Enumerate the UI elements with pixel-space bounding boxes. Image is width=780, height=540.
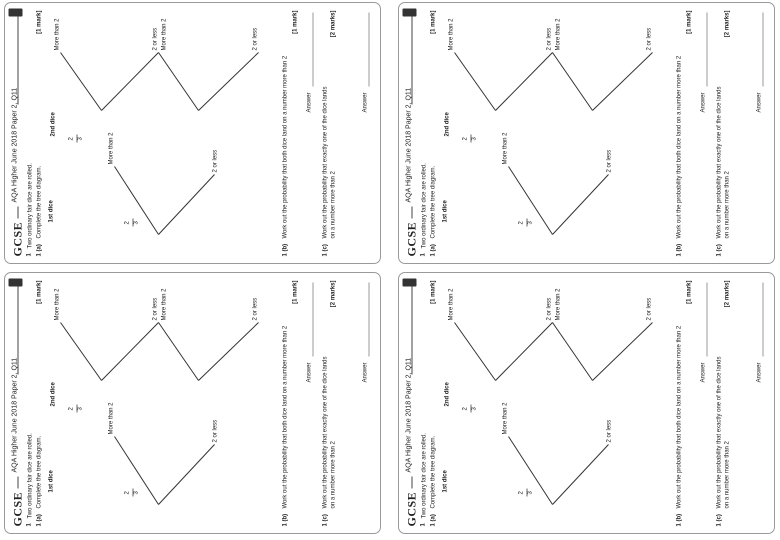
worksheet-page [6, 274, 379, 532]
part-c-answer-label: Answer [362, 91, 368, 112]
part-a-label: 1 (a) [430, 513, 436, 526]
branch-upper-less [101, 322, 158, 380]
part-c-label: 1 (c) [322, 513, 328, 526]
second-dice-label: 2nd dice [444, 111, 450, 136]
worksheet-page [400, 4, 773, 262]
outcome-first-more: More than 2 [502, 131, 508, 164]
part-c-marks: [2 marks] [330, 280, 336, 307]
fraction-second-den: 3 [77, 136, 83, 140]
part-c-answer-line[interactable] [368, 12, 369, 86]
part-c-text-2: on a number more than 2 [724, 170, 730, 238]
part-a-marks: [1 mark] [430, 10, 436, 34]
gcse-logo: GCSE [404, 491, 418, 526]
branch-first-less [552, 174, 608, 234]
outcome-upper-less: 2 or less [546, 297, 552, 320]
outcome-lower-less: 2 or less [252, 27, 258, 50]
branch-upper-more [454, 322, 495, 380]
part-c-answer-line[interactable] [368, 282, 369, 356]
fraction-first-num: 2 [124, 490, 130, 494]
part-b-text: Work out the probability that both dice land on a number more than 2 [282, 55, 288, 238]
fraction-second-num: 2 [68, 136, 74, 140]
part-c-label: 1 (c) [716, 513, 722, 526]
outcome-upper-less: 2 or less [152, 297, 158, 320]
outcome-lower-more: More than 2 [555, 287, 561, 320]
outcome-first-less: 2 or less [212, 149, 218, 172]
part-b-label: 1 (b) [282, 243, 288, 256]
question-number: 1 [420, 522, 426, 526]
part-b-answer-label: Answer [306, 361, 312, 382]
worksheet-card [398, 2, 775, 264]
branch-upper-more [60, 322, 101, 380]
fraction-first-den: 3 [133, 490, 139, 494]
outcome-lower-more: More than 2 [555, 17, 561, 50]
fraction-first-num: 2 [518, 220, 524, 224]
branch-upper-less [101, 52, 158, 110]
part-b-text: Work out the probability that both dice land on a number more than 2 [676, 55, 682, 238]
part-c-text-2: on a number more than 2 [330, 440, 336, 508]
header-title: AQA Higher June 2018 Paper 2, Q11 [11, 357, 18, 472]
part-a-text: Complete the tree diagram. [430, 435, 436, 508]
part-a-text: Complete the tree diagram. [430, 165, 436, 238]
fraction-second-den: 3 [77, 406, 83, 410]
fraction-second-num: 2 [462, 136, 468, 140]
part-c-label: 1 (c) [716, 243, 722, 256]
branch-first-less [158, 444, 214, 504]
part-c-answer-line[interactable] [762, 282, 763, 356]
gcse-logo: GCSE [10, 221, 24, 256]
fraction-second-num: 2 [462, 406, 468, 410]
part-a-label: 1 (a) [430, 243, 436, 256]
outcome-first-less: 2 or less [606, 419, 612, 442]
part-b-text: Work out the probability that both dice land on a number more than 2 [282, 325, 288, 508]
branch-upper-more [60, 52, 101, 110]
second-dice-label: 2nd dice [50, 381, 56, 406]
part-c-label: 1 (c) [322, 243, 328, 256]
part-b-text: Work out the probability that both dice land on a number more than 2 [676, 325, 682, 508]
fraction-second-den: 3 [471, 136, 477, 140]
fraction-first-num: 2 [518, 490, 524, 494]
worksheet-page [400, 274, 773, 532]
question-intro: Two ordinary fair dice are rolled. [421, 432, 427, 518]
fraction-second-num: 2 [68, 406, 74, 410]
part-c-marks: [2 marks] [724, 280, 730, 307]
outcome-upper-less: 2 or less [152, 27, 158, 50]
second-dice-label: 2nd dice [50, 111, 56, 136]
question-number: 1 [26, 252, 32, 256]
branch-upper-more [454, 52, 495, 110]
part-c-text: Work out the probability that exactly one of the dice lands [322, 86, 328, 238]
part-b-answer-label: Answer [700, 91, 706, 112]
part-b-marks: [1 mark] [686, 280, 692, 304]
part-b-label: 1 (b) [676, 243, 682, 256]
part-c-answer-line[interactable] [762, 12, 763, 86]
part-a-marks: [1 mark] [36, 10, 42, 34]
outcome-upper-more: More than 2 [54, 17, 60, 50]
gcse-logo: GCSE [404, 221, 418, 256]
branch-lower-more [552, 52, 592, 110]
outcome-lower-more: More than 2 [161, 17, 167, 50]
header-title: AQA Higher June 2018 Paper 2, Q11 [405, 87, 412, 202]
header-title: AQA Higher June 2018 Paper 2, Q11 [405, 357, 412, 472]
fraction-first-num: 2 [124, 220, 130, 224]
first-dice-label: 1st dice [48, 469, 54, 492]
part-a-text: Complete the tree diagram. [36, 165, 42, 238]
branch-lower-less [198, 52, 258, 110]
part-c-answer-label: Answer [756, 361, 762, 382]
part-b-marks: [1 mark] [292, 10, 298, 34]
part-b-label: 1 (b) [282, 513, 288, 526]
branch-lower-more [158, 322, 198, 380]
part-a-label: 1 (a) [36, 243, 42, 256]
part-b-answer-label: Answer [306, 91, 312, 112]
question-intro: Two ordinary fair dice are rolled. [27, 162, 33, 248]
part-a-marks: [1 mark] [430, 280, 436, 304]
outcome-first-less: 2 or less [606, 149, 612, 172]
branch-lower-less [592, 322, 652, 380]
first-dice-label: 1st dice [442, 199, 448, 222]
part-a-label: 1 (a) [36, 513, 42, 526]
outcome-upper-less: 2 or less [546, 27, 552, 50]
branch-lower-more [158, 52, 198, 110]
part-c-text: Work out the probability that exactly one of the dice lands [716, 356, 722, 508]
outcome-lower-less: 2 or less [646, 27, 652, 50]
outcome-upper-more: More than 2 [448, 17, 454, 50]
outcome-lower-more: More than 2 [161, 287, 167, 320]
part-b-marks: [1 mark] [292, 280, 298, 304]
part-c-answer-label: Answer [756, 91, 762, 112]
part-c-marks: [2 marks] [330, 10, 336, 37]
question-number: 1 [420, 252, 426, 256]
branch-first-less [158, 174, 214, 234]
outcome-upper-more: More than 2 [448, 287, 454, 320]
part-b-answer-line[interactable] [312, 282, 313, 356]
first-dice-label: 1st dice [48, 199, 54, 222]
part-c-text-2: on a number more than 2 [330, 170, 336, 238]
fraction-second-den: 3 [471, 406, 477, 410]
outcome-first-more: More than 2 [108, 401, 114, 434]
part-c-text: Work out the probability that exactly one of the dice lands [716, 86, 722, 238]
part-a-marks: [1 mark] [36, 280, 42, 304]
branch-lower-less [198, 322, 258, 380]
part-c-answer-label: Answer [362, 361, 368, 382]
branch-upper-less [495, 52, 552, 110]
outcome-first-less: 2 or less [212, 419, 218, 442]
outcome-upper-more: More than 2 [54, 287, 60, 320]
fraction-first-den: 3 [527, 220, 533, 224]
outcome-lower-less: 2 or less [252, 297, 258, 320]
part-a-text: Complete the tree diagram. [36, 435, 42, 508]
branch-first-less [552, 444, 608, 504]
fraction-first-den: 3 [133, 220, 139, 224]
part-b-answer-label: Answer [700, 361, 706, 382]
outcome-first-more: More than 2 [502, 401, 508, 434]
outcome-first-more: More than 2 [108, 131, 114, 164]
part-b-label: 1 (b) [676, 513, 682, 526]
part-b-marks: [1 mark] [686, 10, 692, 34]
part-b-answer-line[interactable] [706, 282, 707, 356]
outcome-lower-less: 2 or less [646, 297, 652, 320]
worksheet-card [4, 2, 381, 264]
fraction-first-den: 3 [527, 490, 533, 494]
question-intro: Two ordinary fair dice are rolled. [27, 432, 33, 518]
part-c-text: Work out the probability that exactly one of the dice lands [322, 356, 328, 508]
part-b-answer-line[interactable] [706, 12, 707, 86]
part-b-answer-line[interactable] [312, 12, 313, 86]
question-intro: Two ordinary fair dice are rolled. [421, 162, 427, 248]
header-title: AQA Higher June 2018 Paper 2, Q11 [11, 87, 18, 202]
branch-lower-more [552, 322, 592, 380]
first-dice-label: 1st dice [442, 469, 448, 492]
question-number: 1 [26, 522, 32, 526]
branch-lower-less [592, 52, 652, 110]
branch-upper-less [495, 322, 552, 380]
gcse-logo: GCSE [10, 491, 24, 526]
worksheet-card [398, 272, 775, 534]
second-dice-label: 2nd dice [444, 381, 450, 406]
worksheet-page [6, 4, 379, 262]
worksheet-card [4, 272, 381, 534]
part-c-marks: [2 marks] [724, 10, 730, 37]
part-c-text-2: on a number more than 2 [724, 440, 730, 508]
